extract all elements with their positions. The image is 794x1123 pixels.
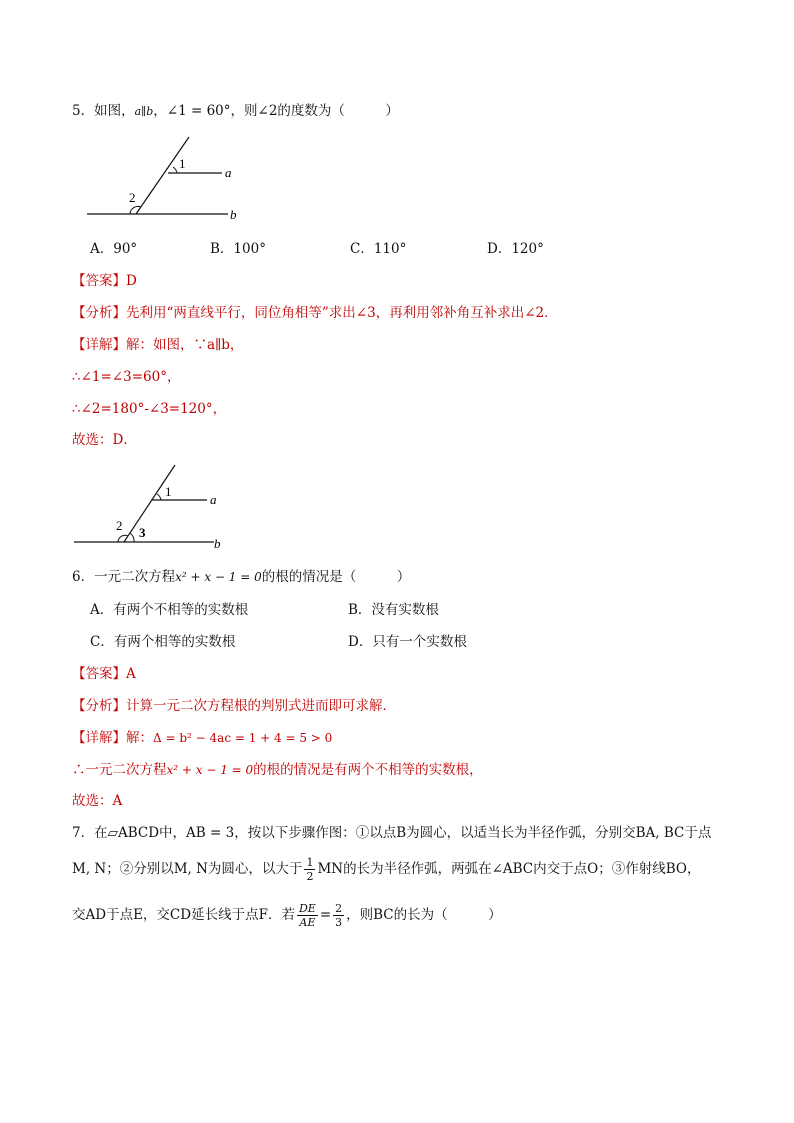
q6-option-c: C．有两个相等的实数根: [90, 634, 236, 650]
q6-conclusion: ∴一元二次方程x² + x − 1 = 0的根的情况是有两个不相等的实数根，: [72, 762, 483, 778]
q5s-label-1: 1: [165, 484, 172, 499]
q6-analysis: 【分析】计算一元二次方程根的判别式进而即可求解．: [72, 698, 396, 714]
q5s-label-3: 3: [139, 525, 146, 540]
q5s-label-b: b: [214, 536, 221, 551]
q5-label-b: b: [230, 207, 237, 222]
q5-option-a: A．90°: [90, 241, 138, 257]
q6-stem: 6．一元二次方程x² + x − 1 = 0的根的情况是（ ）: [72, 569, 411, 585]
q5-detail-2: ∴∠1=∠3=60°，: [72, 369, 181, 385]
q5-option-d: D．120°: [487, 241, 544, 257]
q6-answer: 【答案】A: [72, 666, 136, 682]
q5-stem: 5．如图，a∥b，∠1 = 60°，则∠2的度数为（ ）: [72, 103, 399, 119]
q5-detail-4: 故选：D．: [72, 432, 137, 448]
q5-solution-figure: [72, 463, 242, 553]
q5-option-b: B．100°: [210, 241, 266, 257]
q6-option-d: D．只有一个实数根: [348, 634, 467, 650]
q6-discriminant: Δ = b² − 4ac = 1 + 4 = 5 > 0: [153, 731, 333, 745]
q5-figure: [85, 135, 265, 225]
q6-equation: x² + x − 1 = 0: [175, 570, 262, 584]
q5-cond-angle: ∠1 = 60°: [166, 103, 231, 119]
q7-line-1: 7．在▱ABCD中，AB = 3，按以下步骤作图：①以点B为圆心，以适当长为半径作弧，分别交BA, BC于点: [72, 825, 712, 841]
q7-frac-de-ae: $\frac{DE}{AE}$: [298, 902, 316, 929]
q5-label-1: 1: [179, 156, 186, 171]
q5-detail-1: 【详解】解：如图，∵a∥b，: [72, 337, 244, 353]
q5-cond-parallel: a∥b: [134, 105, 154, 118]
q5-option-c: C．110°: [350, 241, 407, 257]
q6-option-a: A．有两个不相等的实数根: [90, 602, 249, 618]
q5-label-2: 2: [129, 190, 136, 205]
q6-option-b: B．没有实数根: [348, 602, 439, 618]
q5-number: 5．: [72, 103, 95, 119]
q6-final: 故选：A: [72, 793, 123, 809]
q6-detail: 【详解】解：Δ = b² − 4ac = 1 + 4 = 5 > 0: [72, 730, 333, 746]
q5s-label-2: 2: [116, 518, 123, 533]
q5-answer: 【答案】D: [72, 273, 137, 289]
q5-detail-3: ∴∠2=180°-∠3=120°，: [72, 401, 227, 417]
q7-frac-half: $\frac{1}{2}$: [306, 856, 314, 883]
q5-analysis: 【分析】先利用“两直线平行，同位角相等”求出∠3，再利用邻补角互补求出∠2．: [72, 305, 558, 321]
q5-label-a: a: [225, 165, 232, 180]
q5s-label-a: a: [210, 492, 217, 507]
q7-line-3: 交AD于点E，交CD延长线于点F．若 $\frac{DE}{AE}$ = $\frac{2}{3}$ ，则BC的长为（ ）: [72, 902, 502, 929]
q7-line-2: M, N；②分别以M, N为圆心，以大于 $\frac{1}{2}$ MN的长为半径作弧，两弧在∠ABC内交于点O；③作射线BO，: [72, 856, 701, 883]
q7-frac-two-thirds: $\frac{2}{3}$: [335, 902, 343, 929]
